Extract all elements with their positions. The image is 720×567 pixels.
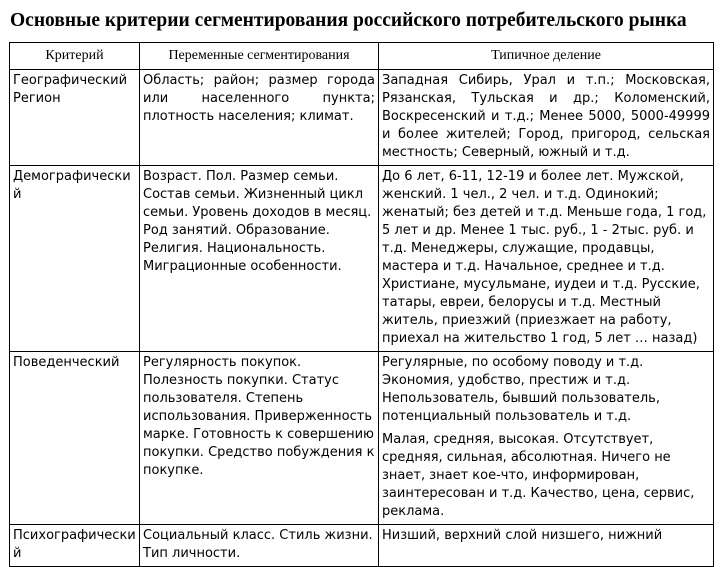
column-header-division: Типичное деление: [379, 43, 714, 70]
table-row: [10, 166, 714, 352]
segmentation-table: [9, 42, 714, 567]
column-header-criterion: Критерий: [10, 43, 140, 70]
division-cell: [379, 352, 714, 525]
division-cell: Низший, верхний слой низшего, нижний: [379, 525, 714, 567]
table-row: [10, 525, 714, 567]
division-cell: До 6 лет, 6-11, 12-19 и более лет. Мужской, женский. 1 чел., 2 чел. и т.д. Одинокий; женатый; без детей и т.д. Меньше года, 1 год, 5 лет и др. Менее 1 тыс. руб., 1 - 2тыс. руб. и т.д. Менеджеры, служащие, продавцы, мастера и т.д. Начальное, среднее и т.д. Христиане, мусульмане, иудеи и т.д. Русские, татары, евреи, белорусы и т.д. Местный житель, приезжий (приезжает на работу, приехал на жительство 1 год, 5 лет … назад): [379, 166, 714, 352]
division-paragraph: Регулярные, по особому поводу и т.д. Экономия, удобство, престиж и т.д. Непользователь, бывший пользователь, потенциальный пользователь и т.д.: [382, 355, 660, 424]
division-paragraph: Малая, средняя, высокая. Отсутствует, средняя, сильная, абсолютная. Ничего не знает, знает кое-что, информирован, заинтересован и т.д. Качество, цена, сервис, реклама.: [382, 432, 695, 519]
criterion-cell: Психографический: [10, 525, 140, 567]
variables-cell: Социальный класс. Стиль жизни. Тип личности.: [140, 525, 379, 567]
table-row: [10, 352, 714, 525]
column-header-variables: Переменные сегментирования: [140, 43, 379, 70]
division-cell: Западная Сибирь, Урал и т.п.; Московская, Рязанская, Тульская и др.; Коломенский, Воскресенский и т.д.; Менее 5000, 5000-49999 и более жителей; Город, пригород, сельская местность; Северный, южный и т.д.: [379, 70, 714, 166]
variables-cell: Регулярность покупок. Полезность покупки. Статус пользователя. Степень использования. Приверженность марке. Готовность к совершению покупки. Средство побуждения к покупке.: [140, 352, 379, 525]
criterion-cell: Поведенческий: [10, 352, 140, 525]
variables-cell: Область; район; размер города или населенного пункта; плотность населения; климат.: [140, 70, 379, 166]
criterion-cell: Демографический: [10, 166, 140, 352]
page-title: Основные критерии сегментирования российского потребительского рынка: [10, 10, 687, 31]
criterion-cell: Географический Регион: [10, 70, 140, 166]
variables-cell: Возраст. Пол. Размер семьи. Состав семьи. Жизненный цикл семьи. Уровень доходов в месяц. Род занятий. Образование. Религия. Национальность. Миграционные особенности.: [140, 166, 379, 352]
table-header-row: [10, 43, 714, 70]
table-row: [10, 70, 714, 166]
